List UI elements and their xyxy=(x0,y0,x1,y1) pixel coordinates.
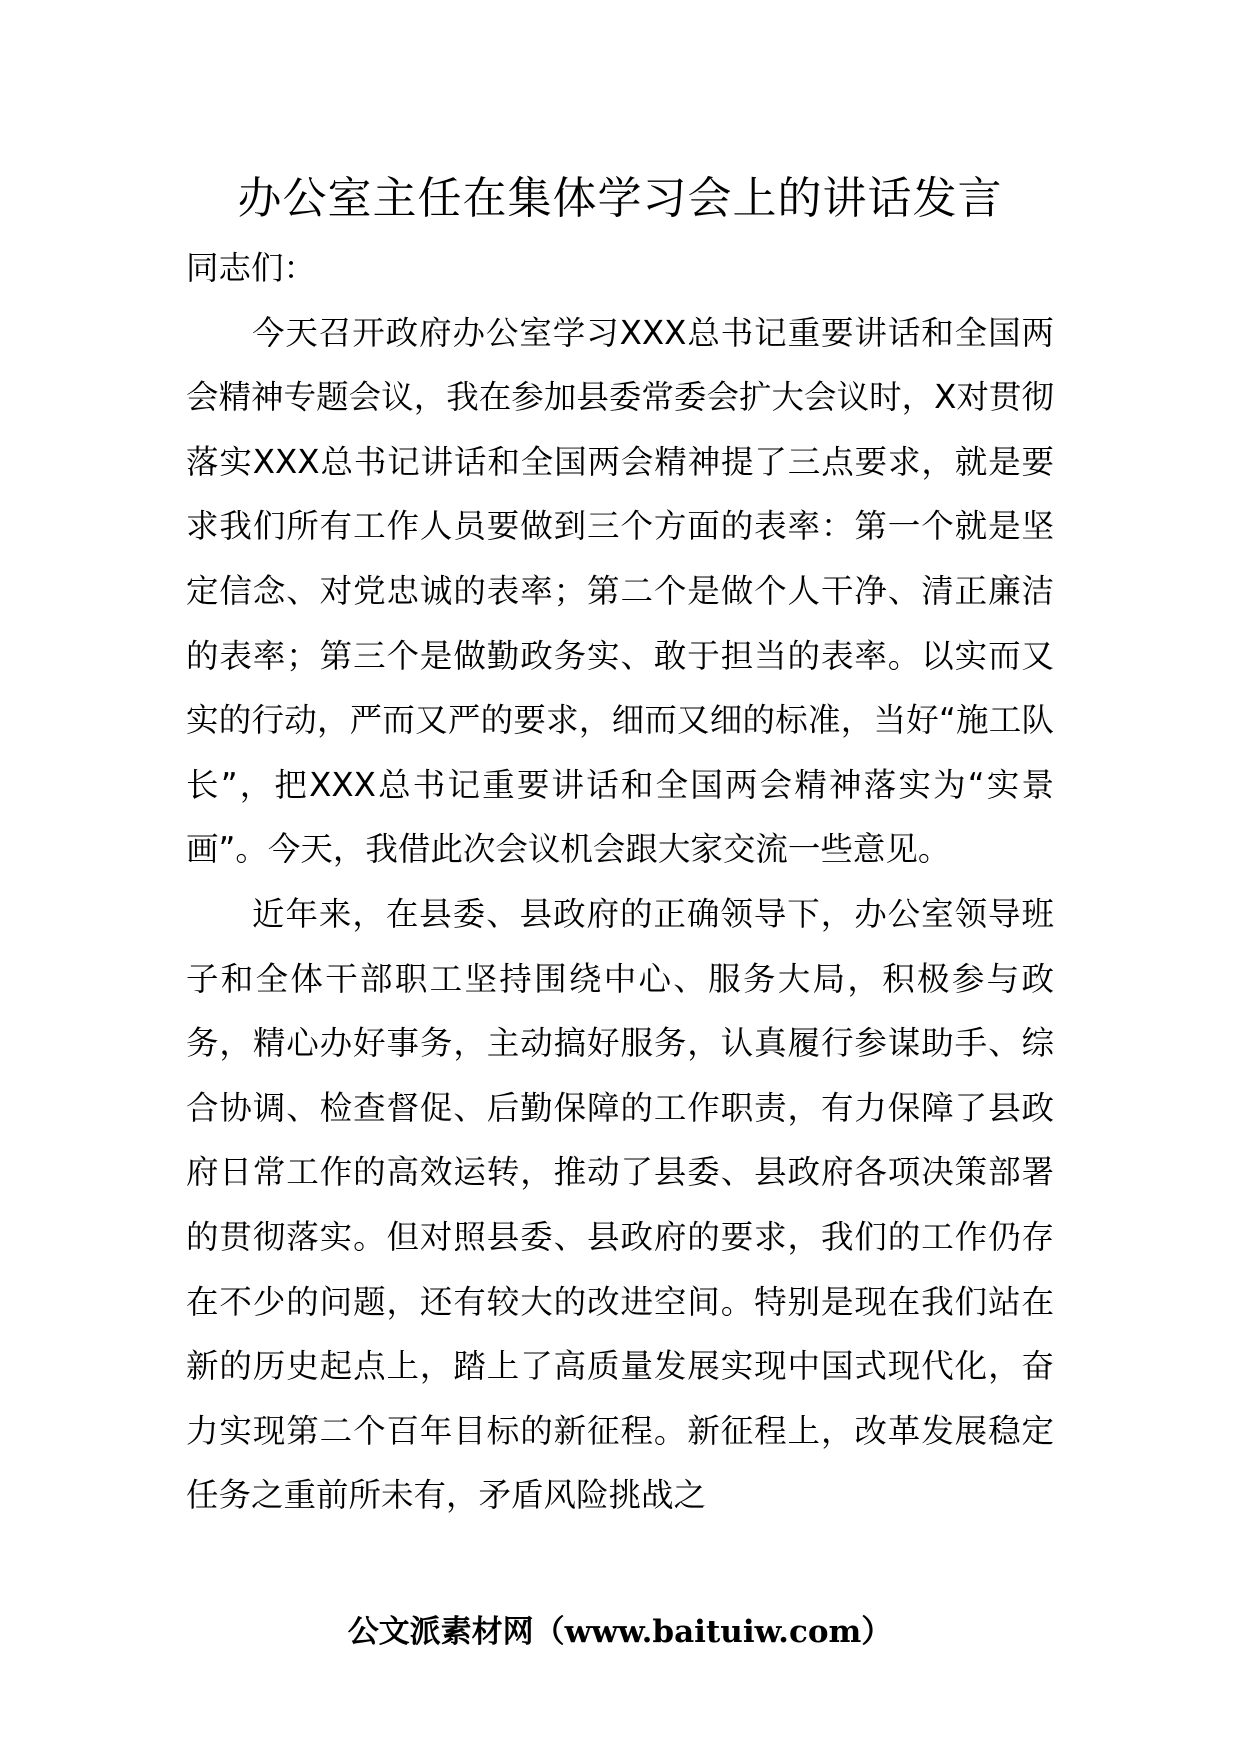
paragraph-2: 近年来，在县委、县政府的正确领导下，办公室领导班子和全体干部职工坚持围绕中心、服务大局，积极参与政务，精心办好事务，主动搞好服务，认真履行参谋助手、综合协调、检查督促、后勤保障的工作职责，有力保障了县政府日常工作的高效运转，推动了县委、县政府各项决策部署的贯彻落实。但对照县委、县政府的要求，我们的工作仍存在不少的问题，还有较大的改进空间。特别是现在我们站在新的历史起点上，踏上了高质量发展实现中国式现代化，奋力实现第二个百年目标的新征程。新征程上，改革发展稳定任务之重前所未有，矛盾风险挑战之 xyxy=(186,894,1054,1515)
paragraph-1: 今天召开政府办公室学习XXX总书记重要讲话和全国两会精神专题会议，我在参加县委常委会扩大会议时，X对贯彻落实XXX总书记讲话和全国两会精神提了三点要求，就是要求我们所有工作人员要做到三个方面的表率：第一个就是坚定信念、对党忠诚的表率；第二个是做个人干净、清正廉洁的表率；第三个是做勤政务实、敢于担当的表率。以实而又实的行动，严而又严的要求，细而又细的标准，当好“施工队长”，把XXX总书记重要讲话和全国两会精神落实为“实景画”。今天，我借此次会议机会跟大家交流一些意见。 xyxy=(186,313,1054,869)
document-body xyxy=(186,236,1054,1528)
document-title: 办公室主任在集体学习会上的讲话发言 xyxy=(237,173,1003,224)
footer-watermark: 公文派素材网（www.baituiw.com） xyxy=(347,1614,893,1650)
salutation: 同志们： xyxy=(186,249,317,287)
